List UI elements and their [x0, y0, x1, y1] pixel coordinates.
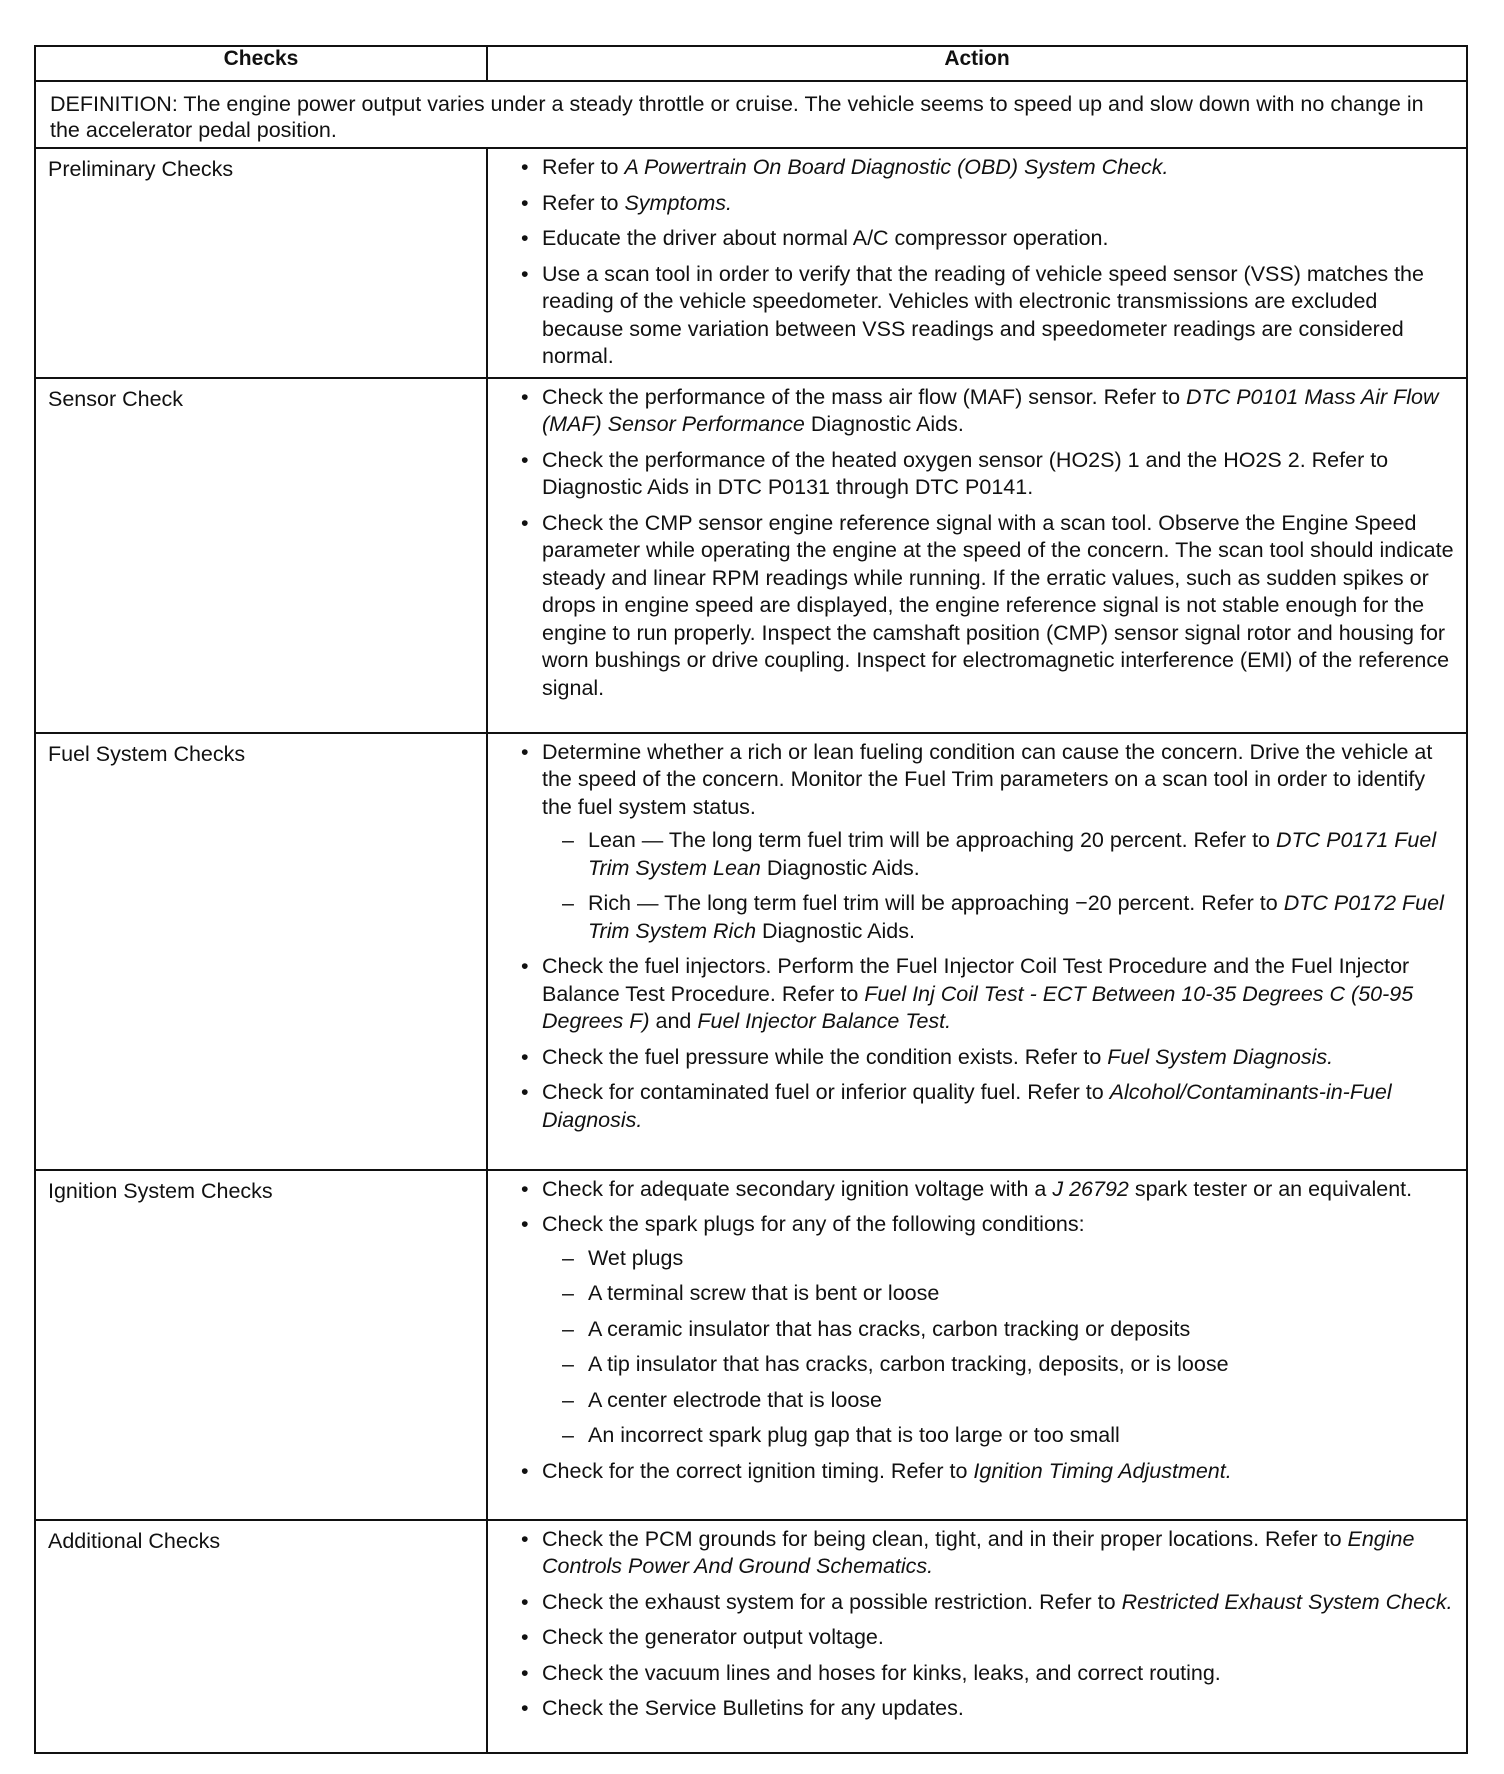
bullet: •: [521, 739, 529, 764]
reference-link[interactable]: Symptoms.: [624, 190, 732, 215]
action-cell: [487, 148, 1467, 378]
dash: –: [562, 1245, 574, 1270]
bullet: •: [521, 954, 529, 978]
list-item: • Check the fuel pressure while the condition exists. Refer to Fuel System Diagnosis.: [518, 1044, 1460, 1072]
list-item: • Check the CMP sensor engine reference signal with a scan tool. Observe the Engine Speed parameter while operating the engine at the speed of the concern. The scan tool should indicate steady and linear RPM readings while running. If the erratic values, such as sudden spikes or drops in engine speed are displayed, the engine reference signal is not stable enough for the engine to run properly. Inspect the camshaft position (CMP) sensor signal rotor and housing for worn bushings or drive coupling. Inspect for electromagnetic interference (EMI) of the reference signal.: [521, 510, 1454, 700]
list-item: • Check for adequate secondary ignition voltage with a J 26792 spark tester or an equivalent.: [518, 1176, 1460, 1204]
list-item: • Refer to A Powertrain On Board Diagnostic (OBD) System Check.: [518, 154, 1460, 182]
sub-item: – Wet plugs: [562, 1245, 1460, 1273]
dash: –: [562, 1352, 574, 1376]
list-item: • Check for contaminated fuel or inferior quality fuel. Refer to Alcohol/Contaminants-in-Fuel Diagnosis.: [521, 1080, 1392, 1132]
reference-link[interactable]: Ignition Timing Adjustment.: [973, 1458, 1232, 1483]
dash: –: [562, 1316, 574, 1341]
action-cell: [487, 1520, 1467, 1753]
reference-link[interactable]: DTC P0172 Fuel Trim System Rich: [588, 891, 1444, 943]
check-label: Ignition System Checks: [35, 1170, 487, 1520]
sub-item: – Rich — The long term fuel trim will be approaching −20 percent. Refer to DTC P0172 Fuel Trim System Rich Diagnostic Aids.: [562, 891, 1444, 943]
bullet: •: [521, 1589, 529, 1614]
reference-link[interactable]: A Powertrain On Board Diagnostic (OBD) System Check.: [624, 155, 1169, 179]
list-item: • Refer to Symptoms.: [518, 190, 1460, 218]
bullet: •: [521, 190, 529, 215]
list-item: • Educate the driver about normal A/C compressor operation.: [518, 225, 1460, 253]
reference-link[interactable]: Fuel Inj Coil Test - ECT Between 10-35 Degrees C (50-95 Degrees F): [542, 981, 1414, 1033]
bullet: •: [521, 155, 529, 179]
table-row: [35, 1520, 1467, 1753]
bullet: •: [521, 1660, 529, 1685]
bullet: •: [521, 1212, 529, 1236]
bullet: •: [521, 1044, 529, 1069]
list-item: • Check the fuel injectors. Perform the Fuel Injector Coil Test Procedure and the Fuel Injector Balance Test Procedure. Refer to Fuel Inj Coil Test - ECT Between 10-35 Degrees C (50-95 Degrees F) and Fuel Injector Balance Test.: [521, 954, 1414, 1033]
table-row: [35, 378, 1467, 733]
bullet: •: [521, 384, 529, 409]
sub-item: – Lean — The long term fuel trim will be approaching 20 percent. Refer to DTC P0171 Fuel Trim System Lean Diagnostic Aids.: [562, 828, 1437, 880]
dash: –: [562, 828, 574, 852]
bullet: •: [521, 1458, 529, 1483]
check-label: Sensor Check: [35, 378, 487, 733]
dash: –: [562, 891, 574, 915]
list-item: • Check the Service Bulletins for any updates.: [518, 1695, 1460, 1723]
bullet: •: [521, 226, 529, 250]
diagnostic-table: [34, 45, 1468, 1754]
check-label: Additional Checks: [35, 1520, 487, 1753]
dash: –: [562, 1387, 574, 1412]
reference-link[interactable]: Fuel System Diagnosis.: [1107, 1044, 1334, 1069]
list-item: • Check the generator output voltage.: [518, 1624, 1460, 1652]
sub-item: – A ceramic insulator that has cracks, carbon tracking or deposits: [562, 1316, 1460, 1344]
reference-link[interactable]: Fuel Injector Balance Test.: [697, 1009, 952, 1033]
reference-link[interactable]: Alcohol/Contaminants-in-Fuel Diagnosis.: [542, 1080, 1392, 1132]
list-item: • Use a scan tool in order to verify that the reading of vehicle speed sensor (VSS) matches the reading of the vehicle speedometer. Vehicles with electronic transmissions are excluded because some variation between VSS readings and speedometer readings are considered normal.: [521, 261, 1424, 368]
action-cell: [487, 1170, 1467, 1520]
definition-text: DEFINITION: The engine power output varies under a steady throttle or cruise. The vehicle seems to speed up and slow down with no change in the accelerator pedal position.: [35, 81, 1467, 148]
action-cell: [487, 733, 1467, 1170]
header-action: Action: [487, 46, 1467, 81]
bullet: •: [521, 1696, 529, 1720]
table-row: [35, 148, 1467, 378]
table-row: [35, 1170, 1467, 1520]
list-item: • Check for the correct ignition timing. Refer to Ignition Timing Adjustment.: [518, 1458, 1460, 1486]
table-row: [35, 733, 1467, 1170]
list-item: • Check the spark plugs for any of the following conditions: – Wet plugs – A terminal screw that is bent or loose – A ceramic insulator that has cracks, carbon tracking or deposits – A tip insulator that has cracks, carbon tracking, deposits, or is loose – A center electrode that is loose – An incorrect spark plug gap that is too large or too small: [518, 1211, 1460, 1450]
sub-item: – A tip insulator that has cracks, carbon tracking, deposits, or is loose: [562, 1351, 1460, 1379]
reference-link[interactable]: DTC P0171 Fuel Trim System Lean: [588, 828, 1437, 880]
header-checks: Checks: [35, 46, 487, 81]
list-item: • Check the performance of the heated oxygen sensor (HO2S) 1 and the HO2S 2. Refer to Diagnostic Aids in DTC P0131 through DTC P0141.: [521, 447, 1389, 499]
list-item: • Check the performance of the mass air flow (MAF) sensor. Refer to DTC P0101 Mass Air Flow (MAF) Sensor Performance Diagnostic Aids.: [521, 384, 1439, 436]
dash: –: [562, 1423, 574, 1447]
reference-link[interactable]: Restricted Exhaust System Check.: [1121, 1589, 1453, 1614]
check-label: Preliminary Checks: [35, 148, 487, 378]
action-cell: [487, 378, 1467, 733]
reference-link[interactable]: Engine Controls Power And Ground Schematics.: [542, 1526, 1415, 1578]
check-label: Fuel System Checks: [35, 733, 487, 1170]
sub-item: – A terminal screw that is bent or loose: [562, 1280, 1460, 1308]
bullet: •: [521, 510, 529, 535]
list-item: • Check the PCM grounds for being clean, tight, and in their proper locations. Refer to Engine Controls Power And Ground Schematics.: [521, 1526, 1415, 1578]
definition-row: [35, 81, 1467, 148]
reference-link[interactable]: DTC P0101 Mass Air Flow (MAF) Sensor Performance: [542, 384, 1439, 436]
sub-item: – An incorrect spark plug gap that is too large or too small: [562, 1422, 1460, 1450]
header-row: [35, 46, 1467, 81]
bullet: •: [521, 1526, 529, 1551]
bullet: •: [521, 1176, 529, 1201]
bullet: •: [521, 447, 529, 472]
list-item: • Check the exhaust system for a possible restriction. Refer to Restricted Exhaust System Check.: [518, 1589, 1460, 1617]
bullet: •: [521, 1080, 529, 1104]
bullet: •: [521, 1625, 529, 1649]
sub-item: – A center electrode that is loose: [562, 1387, 1460, 1415]
dash: –: [562, 1281, 574, 1305]
bullet: •: [521, 261, 529, 286]
list-item: • Determine whether a rich or lean fueling condition can cause the concern. Drive the vehicle at the speed of the concern. Monitor the Fuel Trim parameters on a scan tool in order to identify the fuel system status. – Lean — The long term fuel trim will be approaching 20 percent. Refer to DTC P0171 Fuel Trim System Lean Diagnostic Aids. – Rich — The long term fuel trim will be approaching −20 percent. Refer to DTC P0172 Fuel Trim System Rich Diagnostic Aids.: [518, 739, 1460, 946]
tool-reference: J 26792: [1052, 1176, 1129, 1201]
list-item: • Check the vacuum lines and hoses for kinks, leaks, and correct routing.: [518, 1660, 1460, 1688]
